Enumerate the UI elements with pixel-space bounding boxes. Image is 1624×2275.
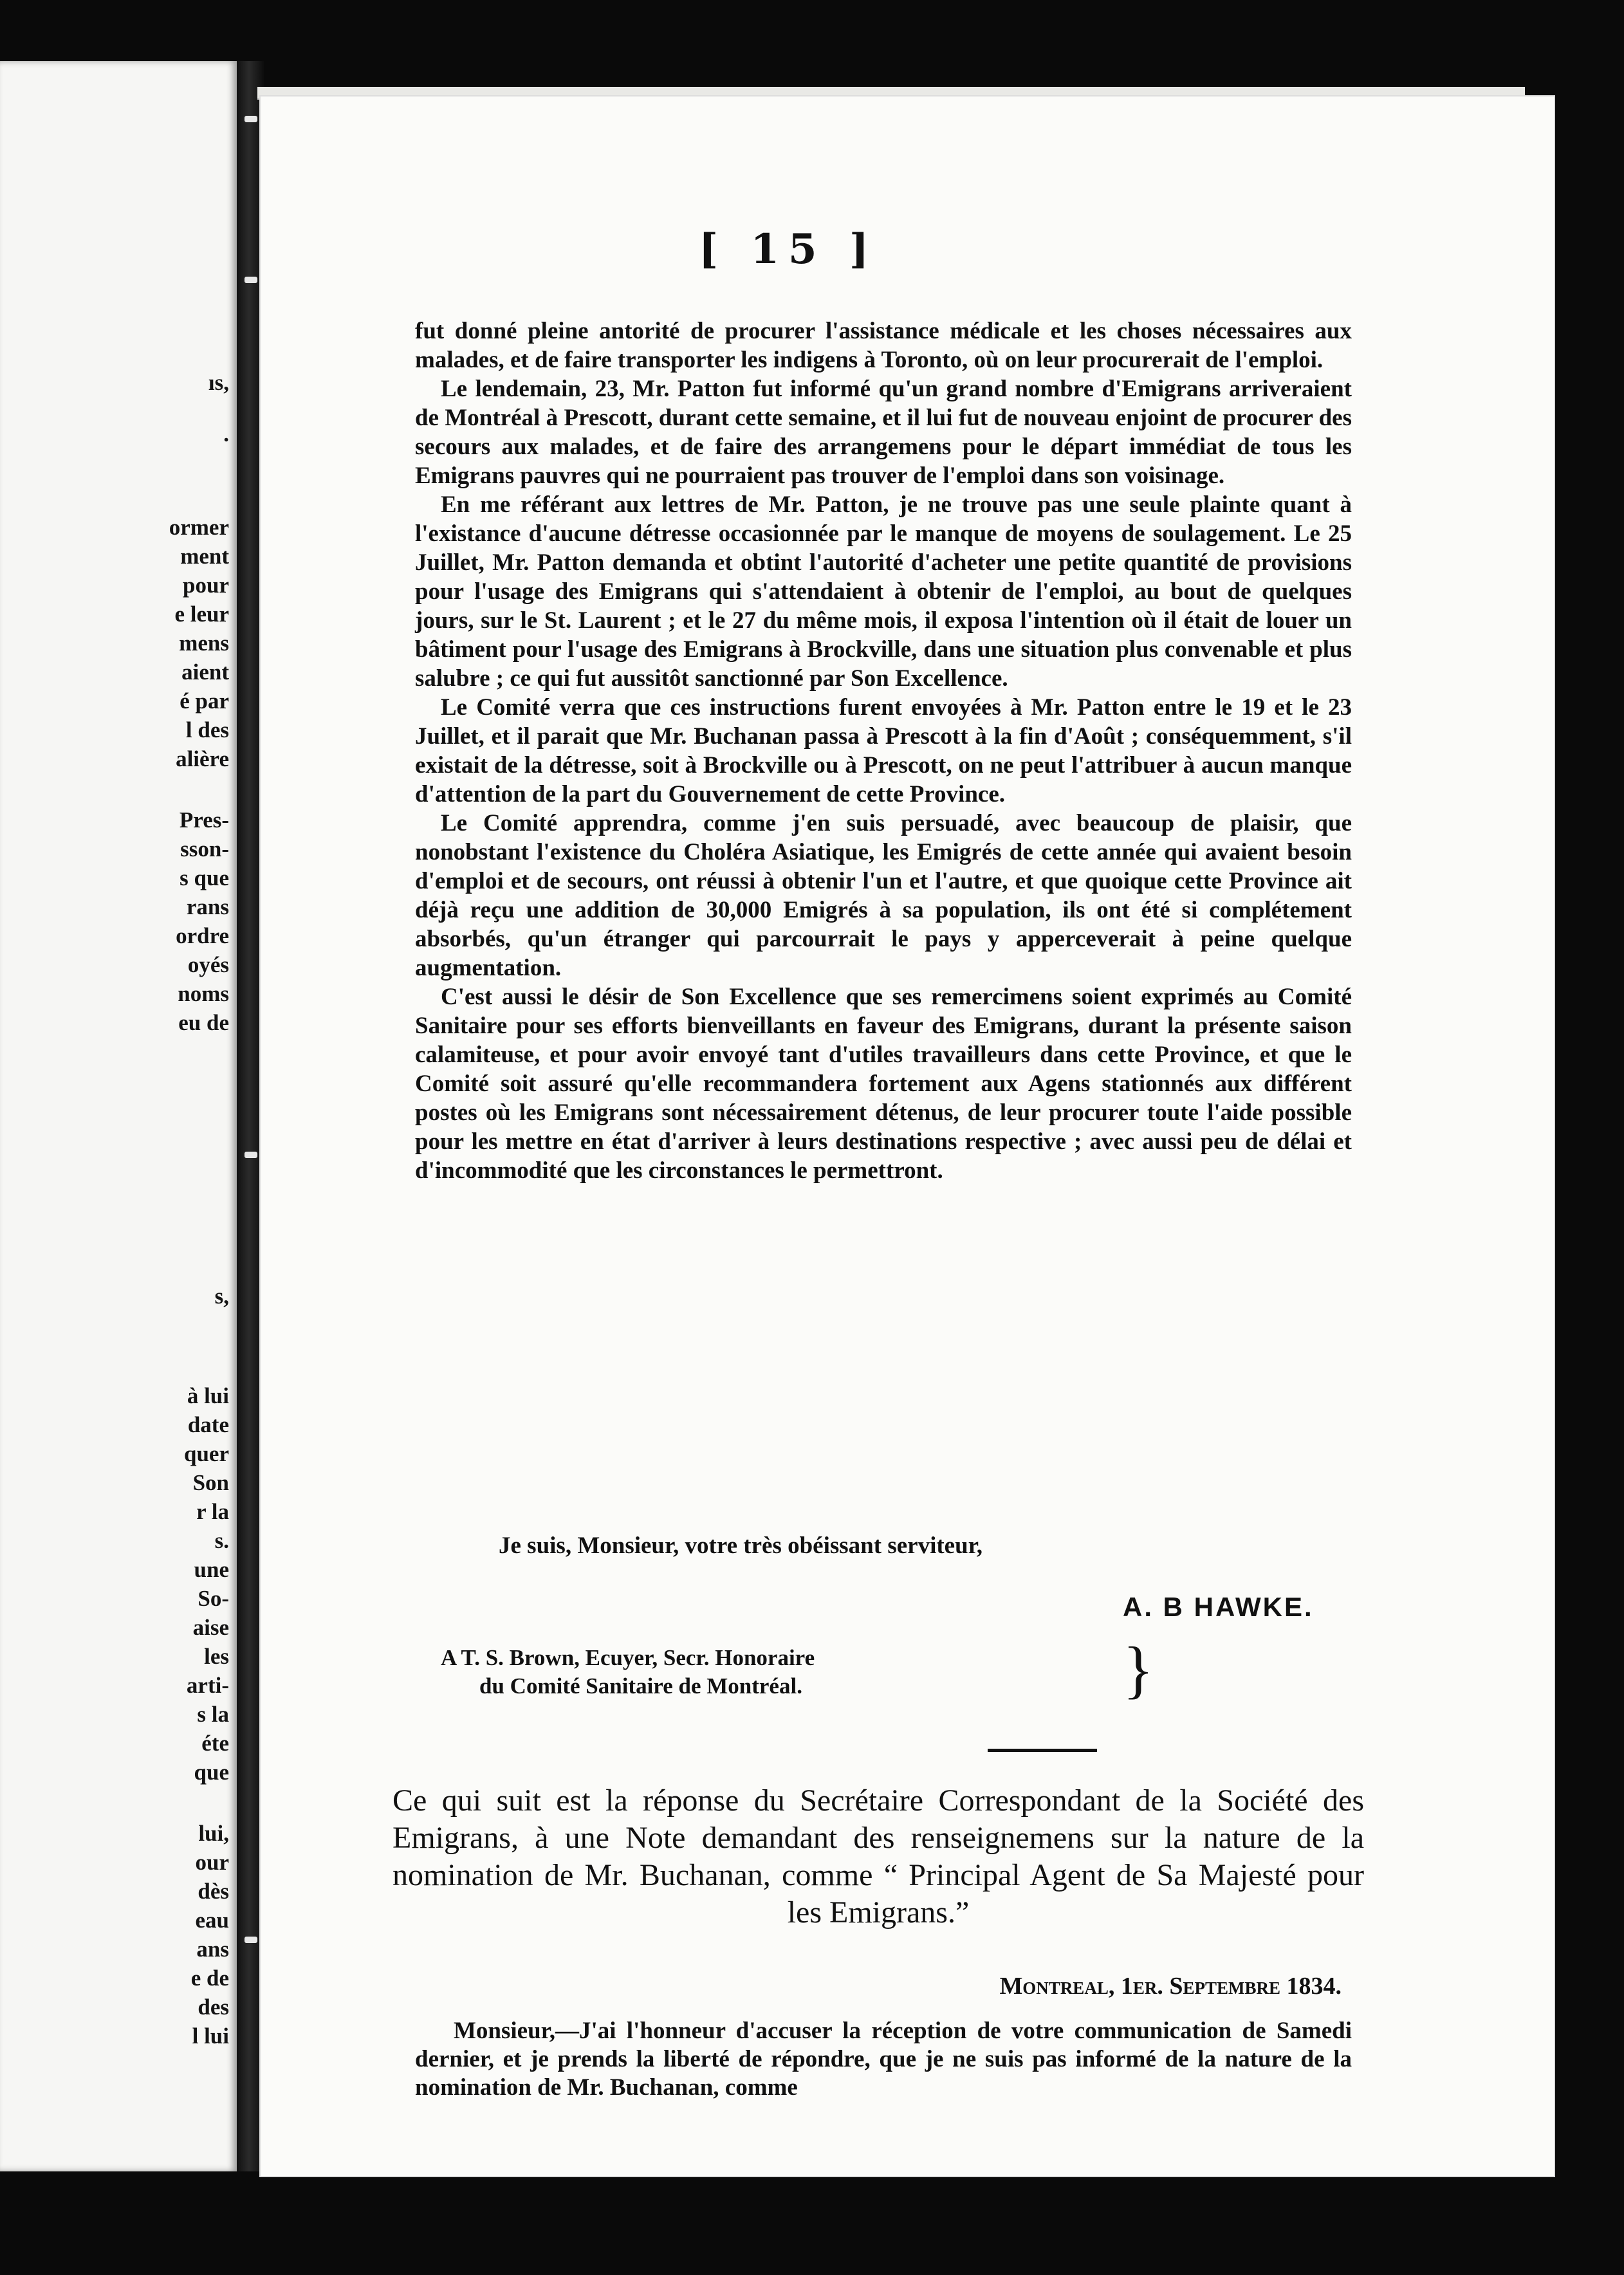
paragraph-6: C'est aussi le désir de Son Excellence que ses remercimens soient exprimés au Comité Sanitaire pour ses efforts bienveillants en faveur des Emigrans, durant la présente saison calamiteuse, et pour avoir envoyé tant d'utiles travailleurs dans cette Province, et que le Comité soit assuré qu'elle recommandera fortement aux Agens stationnés aux différent postes où les Emigrans sont nécessairement détenus, de leur procurer toute l'aide possible pour les mettre en état d'arriver à leurs destinations respective ; avec aussi peu de délai et d'incommodité que les circonstances le permettront. xyxy=(415,984,1352,1184)
binding-stitch xyxy=(245,1152,257,1158)
left-page-fragment: pour xyxy=(183,573,229,598)
left-page-fragment: une xyxy=(194,1557,229,1582)
book-binding xyxy=(237,61,264,2171)
left-page-fragment: ans xyxy=(196,1937,229,1962)
left-page-fragment: l des xyxy=(185,717,229,742)
section-divider xyxy=(988,1749,1097,1752)
left-page-fragment: à lui xyxy=(187,1383,229,1408)
page-number: [ 15 ] xyxy=(698,225,878,273)
left-page-fragment: s que xyxy=(180,865,229,890)
left-page-fragment: des xyxy=(198,1994,229,2020)
left-page-fragment: éte xyxy=(201,1731,229,1756)
left-page-fragment: aient xyxy=(181,659,229,685)
addressee xyxy=(441,1644,815,1700)
left-page-fragment: ormer xyxy=(169,515,229,540)
brace-symbol: } xyxy=(1123,1634,1154,1705)
left-page-fragment: alière xyxy=(176,746,229,771)
left-page xyxy=(0,61,237,2171)
left-page-fragment: s. xyxy=(214,1528,229,1553)
left-page-fragment: noms xyxy=(178,981,229,1006)
addressee-line: du Comité Sanitaire de Montréal. xyxy=(479,1673,802,1699)
paragraph-2: Le lendemain, 23, Mr. Patton fut informé qu'un grand nombre d'Emigrans arriveraient de Montréal à Prescott, durant cette semaine, et il lui fut de nouveau enjoint de procurer des secours aux malades, et de faire des arrangemens pour le départ immédiat de tous les Emigrans pauvres qui ne pourraient pas trouver de l'emploi dans son voisinage. xyxy=(415,376,1352,489)
left-page-fragment: s la xyxy=(197,1702,229,1727)
left-page-fragment: dès xyxy=(198,1879,229,1904)
paragraph-3: En me référant aux lettres de Mr. Patton, je ne trouve pas une seule plainte quant à l'existance d'aucune détresse occasionnée par le manque de moyens de soulagement. Le 25 Juillet, Mr. Patton demanda et obtint l'autorité d'acheter une petite quantité de provisions pour l'usage des Emigrans qui s'attendaient à obtenir de l'emploi, au bout de quelques jours, sur le St. Laurent ; et le 27 du même mois, il exposa l'intention où il était de louer un bâtiment pour l'usage des Emigrans à Brockville, dans une situation plus convenable et plus salubre ; ce qui fut aussitôt sanctionné par Son Excellence. xyxy=(415,492,1352,692)
left-page-fragment: quer xyxy=(184,1441,229,1466)
left-page-fragment: l lui xyxy=(192,2023,229,2049)
paragraph-4: Le Comité verra que ces instructions furent envoyées à Mr. Patton entre le 19 et le 23 Juillet, et il parait que Mr. Buchanan passa à Prescott à la fin d'Août ; conséquemment, s'il existait de la détresse, soit à Brockville ou à Prescott, on ne peut l'attribuer à aucun manque d'attention de la part du Gouvernement de cette Province. xyxy=(415,694,1352,807)
left-page-fragment: mens xyxy=(179,631,229,656)
signature: A. B HAWKE. xyxy=(1123,1592,1314,1622)
left-page-fragment: aise xyxy=(192,1615,229,1640)
left-page-fragment: eu de xyxy=(178,1010,229,1035)
left-page-fragment: que xyxy=(194,1760,229,1785)
left-page-fragment: é par xyxy=(180,688,229,714)
left-page-fragment: ıs, xyxy=(208,370,229,395)
body-text xyxy=(415,317,1352,1185)
left-page-fragment: e de xyxy=(190,1966,229,1991)
left-page-fragment: r la xyxy=(196,1499,229,1524)
left-page-fragment: Son xyxy=(192,1470,229,1495)
binding-stitch xyxy=(245,116,257,122)
section-intro: Ce qui suit est la réponse du Secrétaire Correspondant de la Société des Emigrans, à une Note demandant des renseignemens sur la nature de la nomination de Mr. Buchanan, comme “ Principal Agent de Sa Majesté pour les Emigrans.” xyxy=(392,1783,1364,1930)
paragraph-1: fut donné pleine antorité de procurer l'assistance médicale et les choses nécessaires aux malades, et de faire transporter les indigens à Toronto, où on leur procurerait de l'emploi. xyxy=(415,318,1352,373)
left-page-fragment: arti- xyxy=(186,1673,229,1698)
left-page-fragment: sson- xyxy=(180,836,229,861)
left-page-fragment: s, xyxy=(214,1284,229,1309)
left-page-fragment: rans xyxy=(186,894,229,919)
dateline: Montreal, 1er. Septembre 1834. xyxy=(999,1973,1342,2000)
left-page-fragment: . xyxy=(223,421,229,447)
left-page-fragment: ordre xyxy=(176,923,229,948)
left-page-fragment: e leur xyxy=(174,602,229,627)
letter-text: Monsieur,—J'ai l'honneur d'accuser la réception de votre communication de Samedi dernier, et je prends la liberté de répondre, que je ne suis pas informé de la nature de la nomination de Mr. Buchanan, comme xyxy=(415,2018,1352,2101)
left-page-fragment: oyés xyxy=(187,952,229,977)
binding-stitch xyxy=(245,277,257,283)
left-page-fragment: date xyxy=(187,1412,229,1437)
left-page-fragment: our xyxy=(195,1850,229,1875)
left-page-fragment: eau xyxy=(195,1908,229,1933)
binding-stitch xyxy=(245,1937,257,1943)
right-page xyxy=(261,97,1554,2176)
closing-line: Je suis, Monsieur, votre très obéissant serviteur, xyxy=(499,1533,983,1559)
left-page-fragment: les xyxy=(204,1644,229,1669)
left-page-fragment: lui, xyxy=(198,1821,229,1846)
left-page-fragment: Pres- xyxy=(179,807,229,833)
addressee-line: A T. S. Brown, Ecuyer, Secr. Honoraire xyxy=(441,1645,815,1670)
left-page-fragment: ment xyxy=(180,544,229,569)
left-page-fragment: So- xyxy=(198,1586,229,1611)
paragraph-5: Le Comité apprendra, comme j'en suis persuadé, avec beaucoup de plaisir, que nonobstant l'existence du Choléra Asiatique, les Emigrés de cette année qui avaient besoin d'emploi et de secours, ont réussi à obtenir l'un et l'autre, et que quoique cette Province ait déjà reçu une addition de 30,000 Emigrés à sa population, ils ont été si complétement absorbés, qu'un étranger qui parcourrait le pays y apperceverait à peine quelque augmentation. xyxy=(415,810,1352,981)
